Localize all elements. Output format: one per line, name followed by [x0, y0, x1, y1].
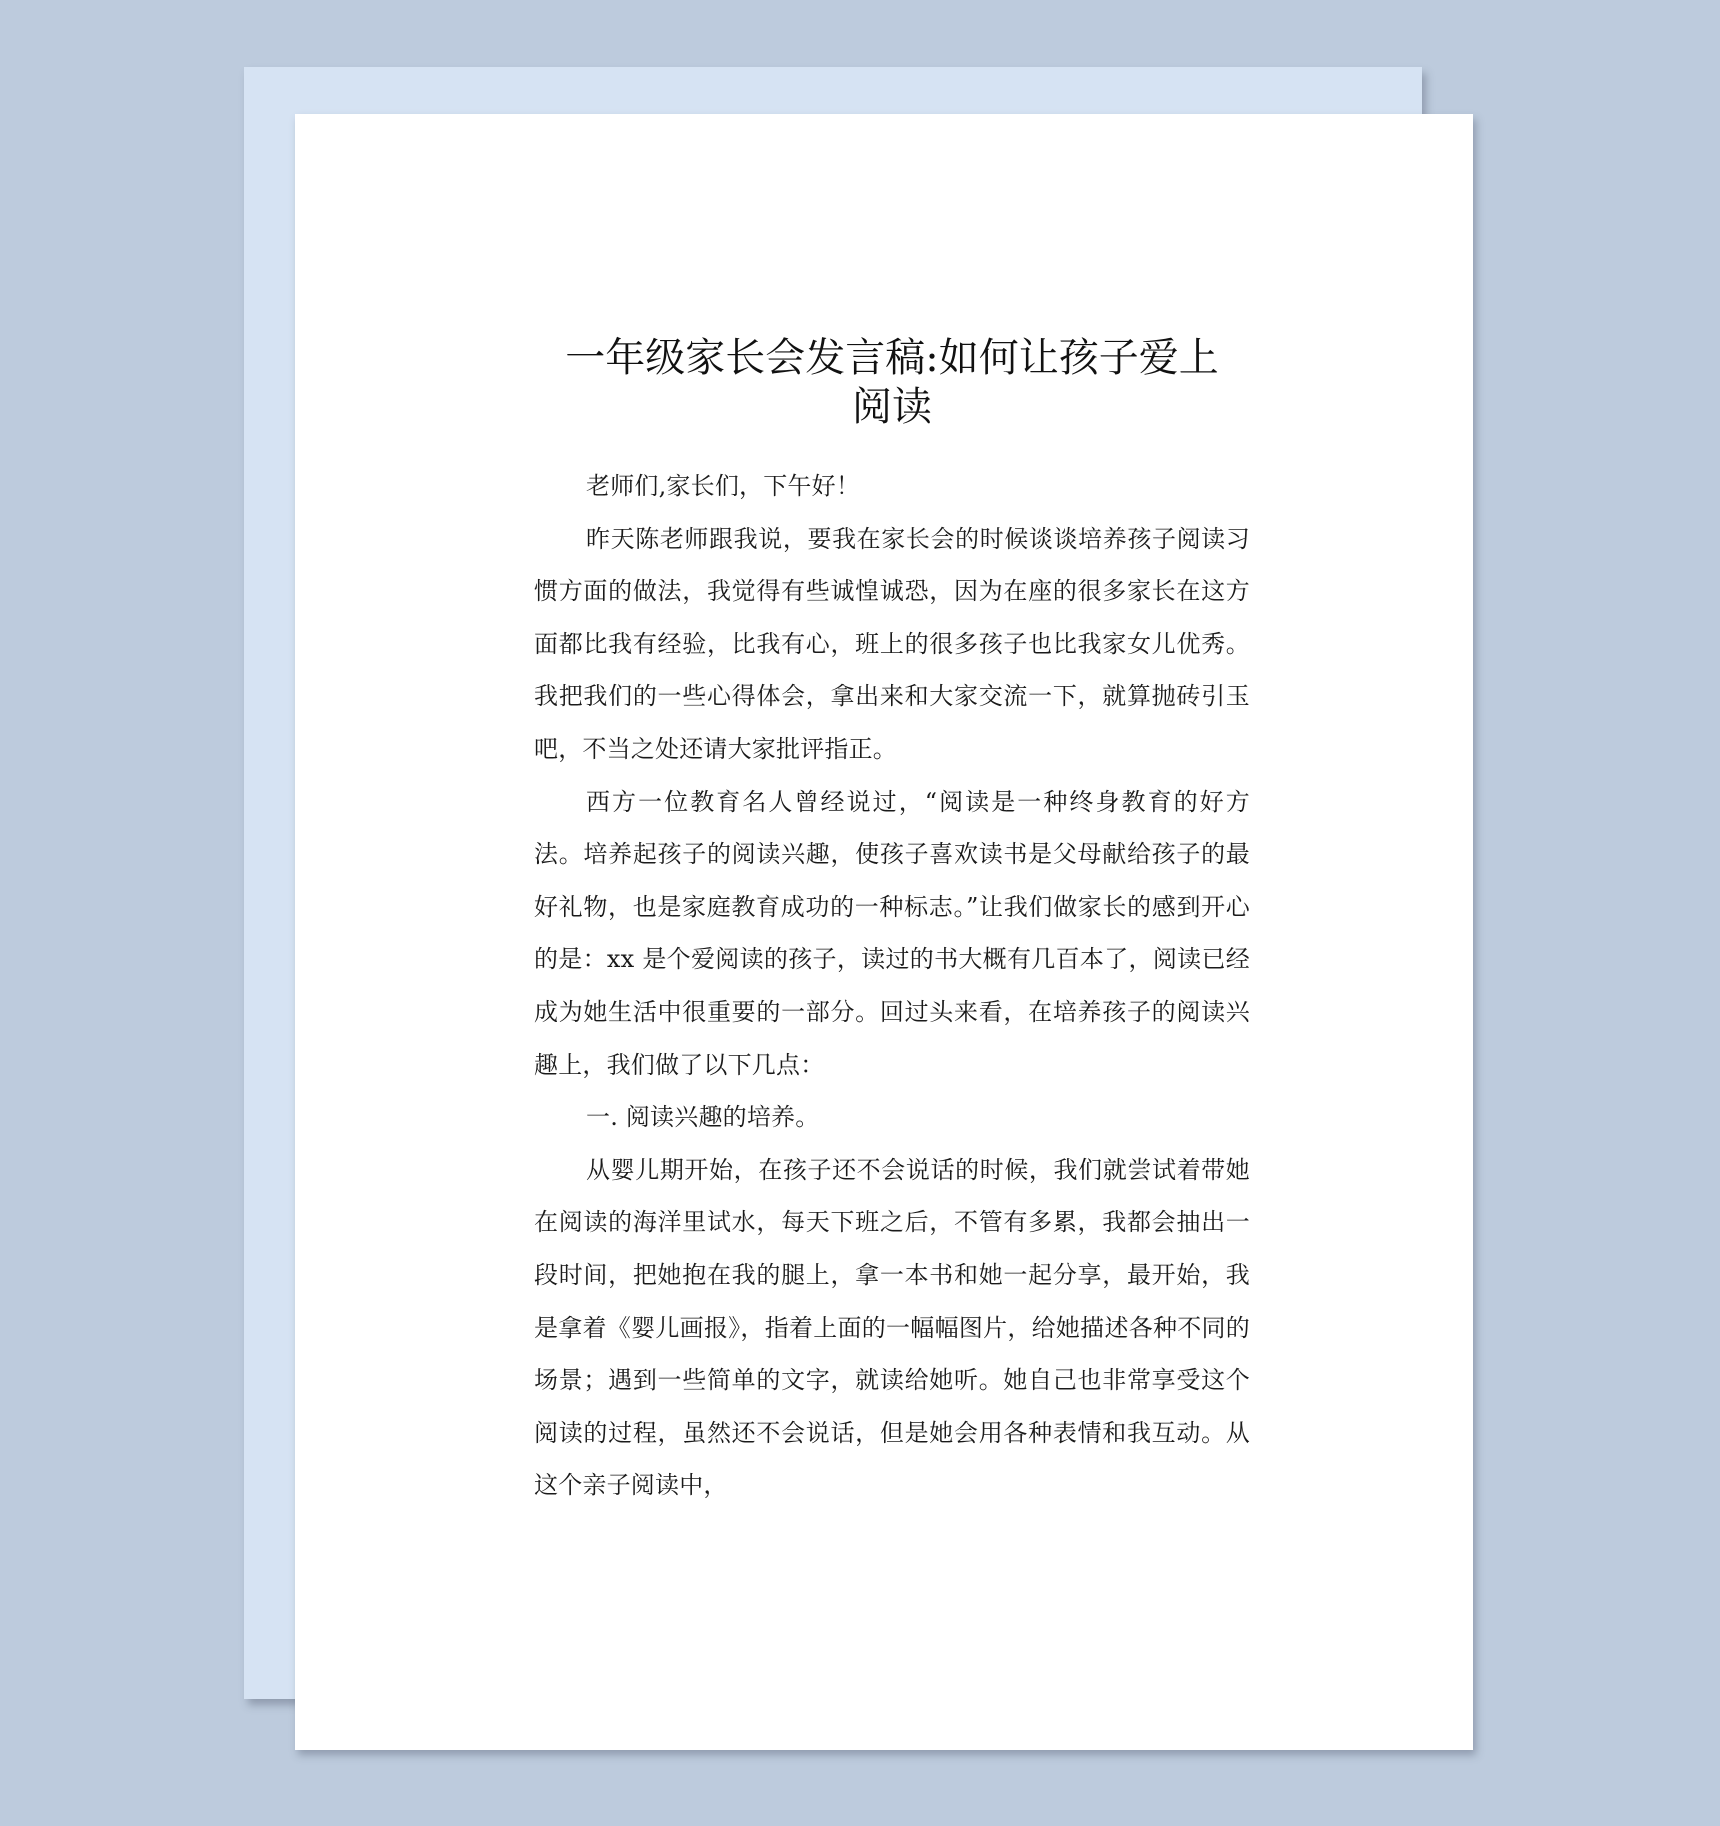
infancy-paragraph: 从婴儿期开始，在孩子还不会说话的时候，我们就尝试着带她在阅读的海洋里试水，每天下班之后，不管有多累，我都会抽出一段时间，把她抱在我的腿上，拿一本书和她一起分享，最开始，我是拿着《婴儿画报》，指着上面的一幅幅图片，给她描述各种不同的场景；遇到一些简单的文字，就读给她听。她自己也非常享受这个阅读的过程，虽然还不会说话，但是她会用各种表情和我互动。从这个亲子阅读中， [534, 1155, 1250, 1500]
document-page [295, 114, 1473, 1750]
document-title [534, 334, 1250, 432]
title-line-2: 阅读 [852, 384, 932, 430]
section-heading: 一. 阅读兴趣的培养。 [586, 1103, 820, 1132]
document-content [534, 334, 1250, 1512]
document-body [534, 460, 1250, 1512]
greeting-paragraph: 老师们,家长们，下午好！ [586, 472, 861, 500]
intro-paragraph: 昨天陈老师跟我说，要我在家长会的时候谈谈培养孩子阅读习惯方面的做法，我觉得有些诚惶诚恐，因为在座的很多家长在这方面都比我有经验，比我有心，班上的很多孩子也比我家女儿优秀。我把我们的一些心得体会，拿出来和大家交流一下，就算抛砖引玉吧，不当之处还请大家批评指正。 [534, 524, 1250, 763]
quote-paragraph: 西方一位教育名人曾经说过，“阅读是一种终身教育的好方法。培养起孩子的阅读兴趣，使孩子喜欢读书是父母献给孩子的最好礼物，也是家庭教育成功的一种标志。”让我们做家长的感到开心的是：xx 是个爱阅读的孩子，读过的书大概有几百本了，阅读已经成为她生活中很重要的一部分。回过头来看，在培养孩子的阅读兴趣上，我们做了以下几点： [534, 787, 1250, 1079]
title-line-1: 一年级家长会发言稿:如何让孩子爱上 [565, 335, 1219, 381]
